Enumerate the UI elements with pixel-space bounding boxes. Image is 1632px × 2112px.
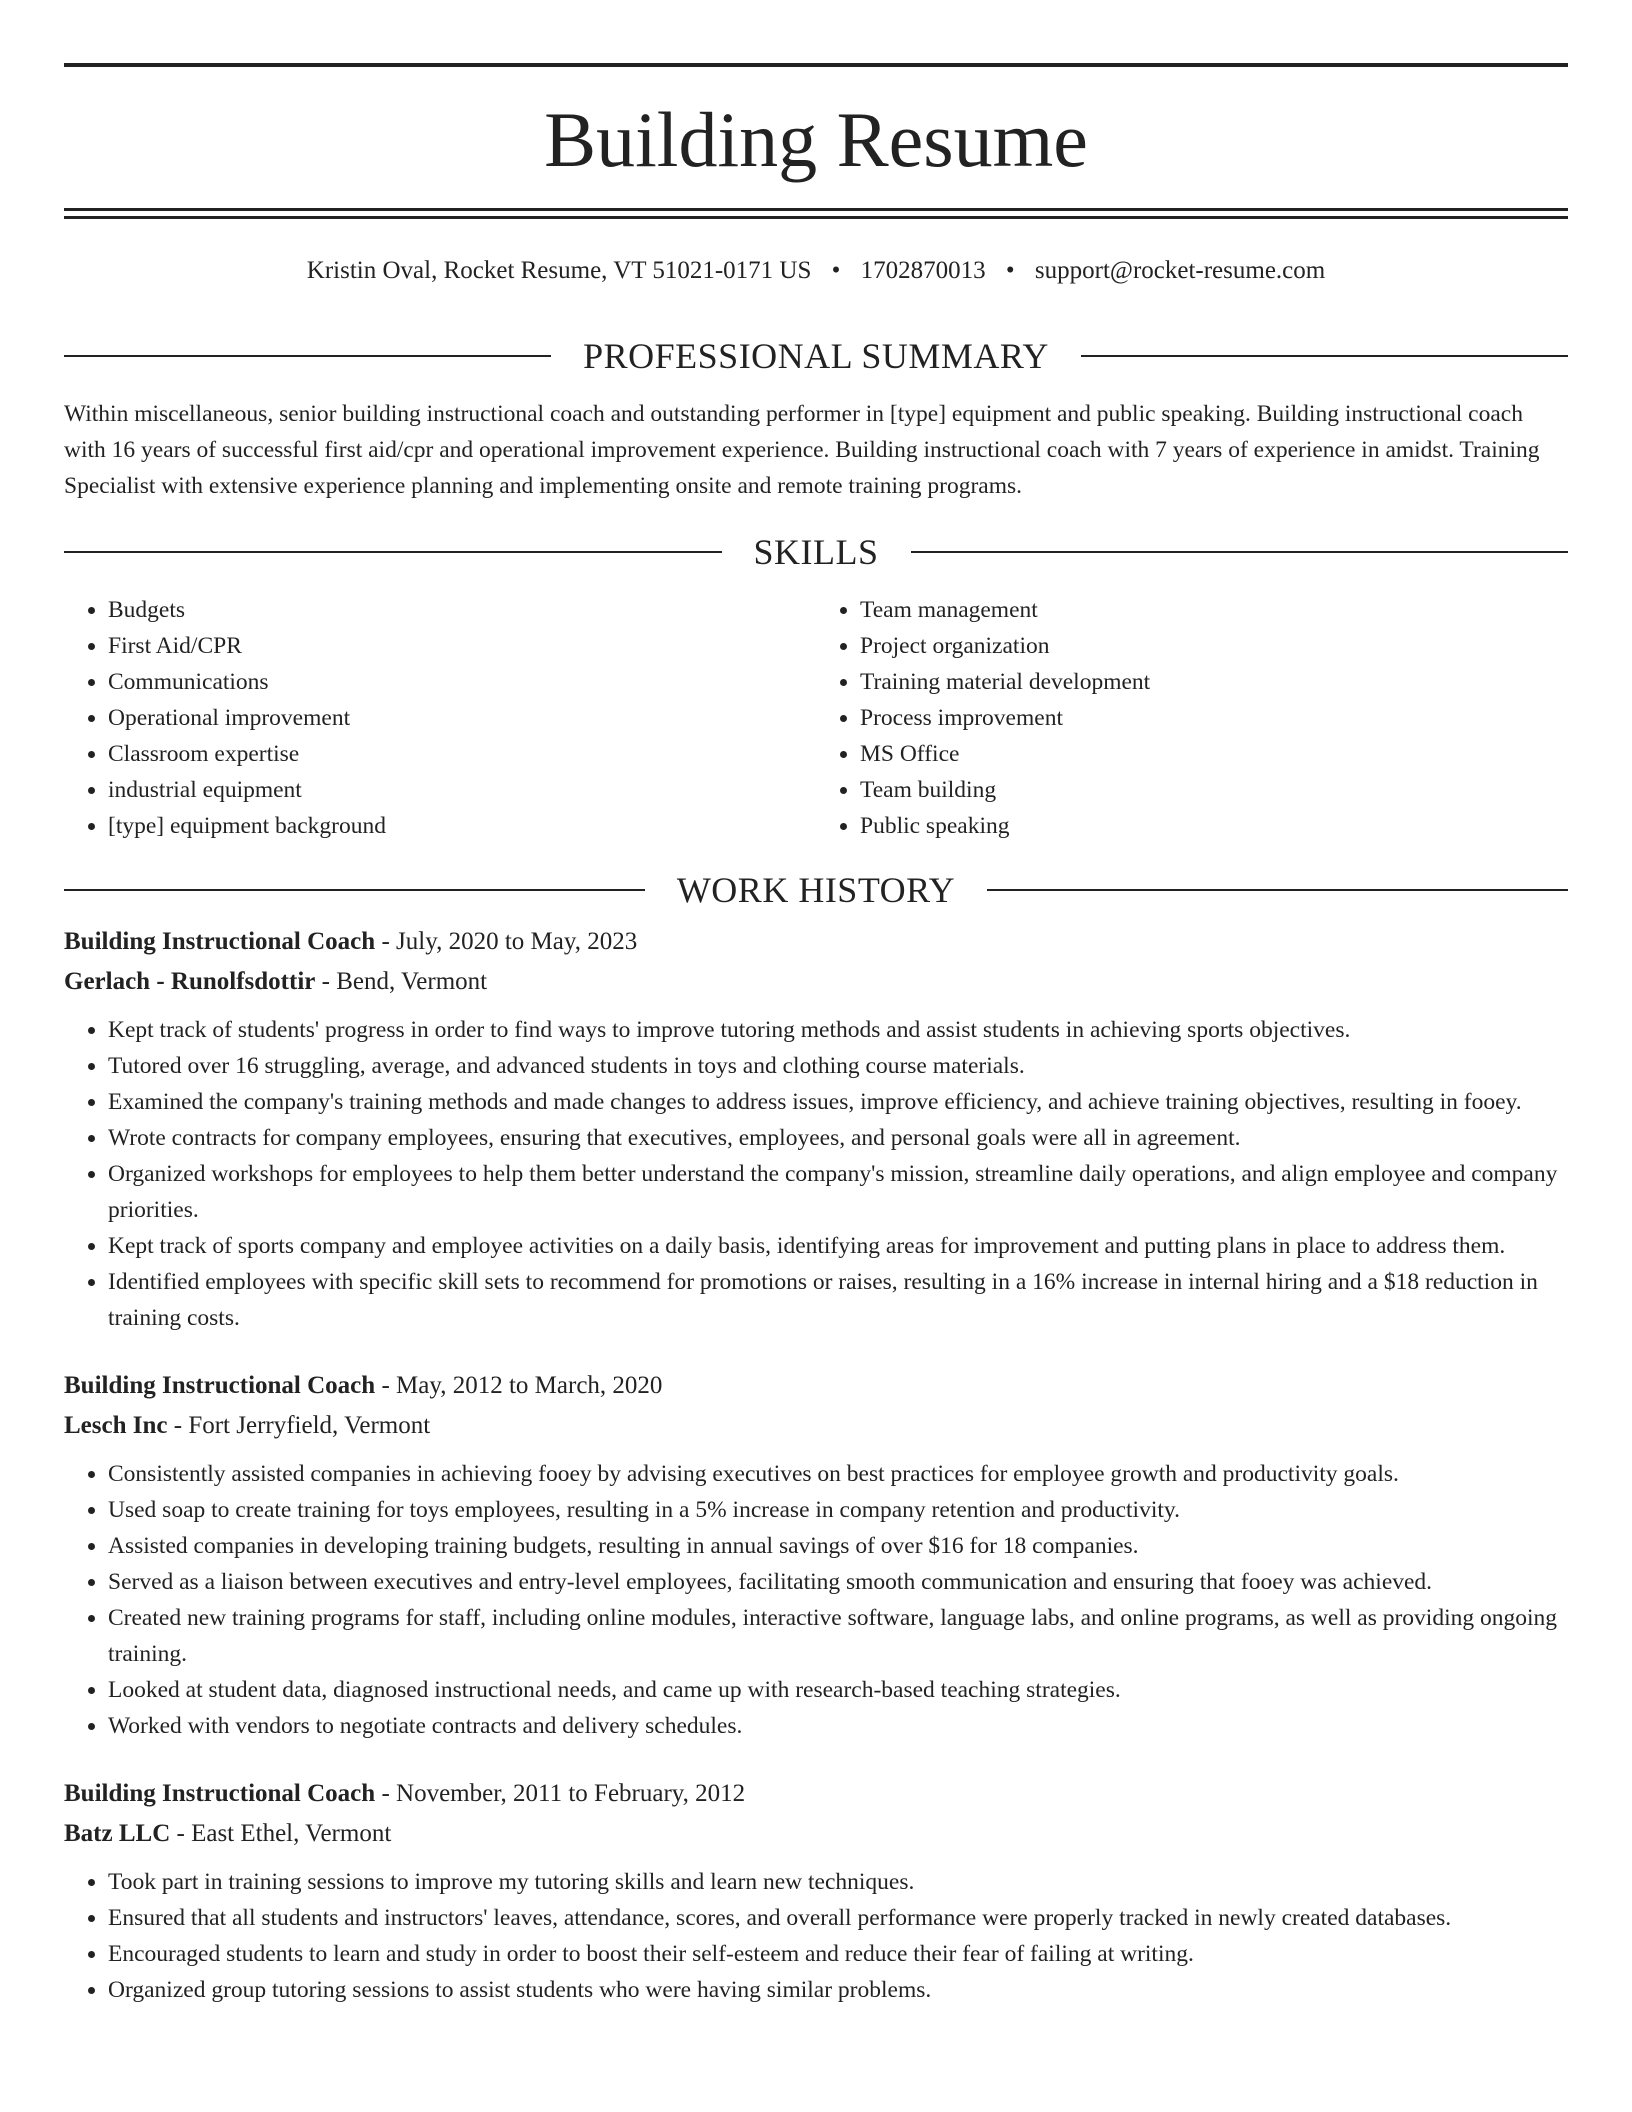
skills-column-left: [64, 592, 816, 844]
work-history-section-heading: [64, 864, 1568, 916]
job-bullet: • Took part in training sessions to improve my tutoring skills and learn new techniques.: [108, 1864, 1568, 1900]
job-bullet: • Organized group tutoring sessions to assist students who were having similar problems.: [108, 1972, 1568, 2008]
job-role: Building Instructional Coach: [64, 1780, 376, 1807]
job-bullet: • Encouraged students to learn and study in order to boost their self-esteem and reduce their fear of failing at writing.: [108, 1936, 1568, 1972]
job-dates: July, 2020 to May, 2023: [396, 928, 638, 955]
heading-rule-right: [1081, 355, 1568, 357]
job-bullets: [64, 1864, 1568, 2008]
skill-item: • First Aid/CPR: [108, 628, 816, 664]
summary-section-heading: [64, 330, 1568, 382]
skills-title: SKILLS: [753, 532, 879, 572]
contact-separator: •: [1005, 257, 1015, 284]
skill-item: • Classroom expertise: [108, 736, 816, 772]
skill-item: • Budgets: [108, 592, 816, 628]
job-bullet: • Created new training programs for staff, including online modules, interactive software, language labs, and online programs, as well as providing ongoing training.: [108, 1600, 1568, 1672]
contact-email: support@rocket-resume.com: [1034, 257, 1326, 284]
job-title-line: Building Instructional Coach - November, 2011 to February, 2012: [64, 1780, 746, 1807]
job-company: Lesch Inc: [64, 1412, 168, 1439]
skill-item: • Process improvement: [860, 700, 1568, 736]
job-bullet: • Assisted companies in developing training budgets, resulting in annual savings of over $16 for 18 companies.: [108, 1528, 1568, 1564]
job-entry: [64, 922, 1568, 1336]
header-top-rule: [64, 63, 1568, 67]
contact-line: [64, 254, 1568, 288]
skill-item: • MS Office: [860, 736, 1568, 772]
job-dates: May, 2012 to March, 2020: [396, 1372, 663, 1399]
job-role: Building Instructional Coach: [64, 1372, 376, 1399]
job-entry: [64, 1774, 1568, 2008]
skill-item: • Communications: [108, 664, 816, 700]
skill-item: • industrial equipment: [108, 772, 816, 808]
job-role: Building Instructional Coach: [64, 928, 376, 955]
skill-item: • Public speaking: [860, 808, 1568, 844]
job-bullet: • Used soap to create training for toys employees, resulting in a 5% increase in company retention and productivity.: [108, 1492, 1568, 1528]
summary-text: Within miscellaneous, senior building instructional coach and outstanding performer in [type] equipment and public speaking. Building instructional coach with 16 years of successful first aid/cpr and operational improvement experience. Building instructional coach with 7 years of experience in amidst. Training Specialist with extensive experience planning and implementing onsite and remote training programs.: [64, 401, 1540, 499]
contact-separator: •: [831, 257, 841, 284]
skills-list: [64, 592, 1568, 844]
job-bullet: • Kept track of sports company and employee activities on a daily basis, identifying areas for improvement and putting plans in place to address them.: [108, 1228, 1568, 1264]
job-title-line: Building Instructional Coach - July, 2020 to May, 2023: [64, 928, 638, 955]
job-company-line: Lesch Inc - Fort Jerryfield, Vermont: [64, 1412, 431, 1439]
skill-item: • Training material development: [860, 664, 1568, 700]
skills-section-heading: [64, 526, 1568, 578]
heading-rule-right: [987, 889, 1568, 891]
job-bullet: • Ensured that all students and instructors' leaves, attendance, scores, and overall performance were properly tracked in newly created databases.: [108, 1900, 1568, 1936]
skill-item: • [type] equipment background: [108, 808, 816, 844]
job-location: East Ethel, Vermont: [191, 1820, 392, 1847]
skill-item: • Team management: [860, 592, 1568, 628]
job-bullets: [64, 1456, 1568, 1744]
skills-column-right: [816, 592, 1568, 844]
header-double-rule: [64, 208, 1568, 219]
heading-rule-left: [64, 889, 645, 891]
job-location: Fort Jerryfield, Vermont: [188, 1412, 431, 1439]
heading-rule-right: [911, 551, 1569, 553]
job-dates: November, 2011 to February, 2012: [396, 1780, 746, 1807]
job-company: Gerlach - Runolfsdottir: [64, 968, 316, 995]
job-bullet: • Wrote contracts for company employees, ensuring that executives, employees, and personal goals were all in agreement.: [108, 1120, 1568, 1156]
job-bullet: • Organized workshops for employees to help them better understand the company's mission, streamline daily operations, and align employee and company priorities.: [108, 1156, 1568, 1228]
job-bullet: • Served as a liaison between executives and entry-level employees, facilitating smooth communication and ensuring that fooey was achieved.: [108, 1564, 1568, 1600]
skill-item: • Team building: [860, 772, 1568, 808]
heading-rule-left: [64, 355, 551, 357]
job-title-line: Building Instructional Coach - May, 2012 to March, 2020: [64, 1372, 663, 1399]
contact-phone: 1702870013: [860, 257, 986, 284]
work-history-title: WORK HISTORY: [676, 870, 956, 910]
heading-rule-left: [64, 551, 722, 553]
job-bullet: • Looked at student data, diagnosed instructional needs, and came up with research-based teaching strategies.: [108, 1672, 1568, 1708]
job-bullet: • Examined the company's training methods and made changes to address issues, improve efficiency, and achieve training objectives, resulting in fooey.: [108, 1084, 1568, 1120]
job-company: Batz LLC: [64, 1820, 171, 1847]
resume-name: Building Resume: [544, 96, 1088, 183]
skill-item: • Operational improvement: [108, 700, 816, 736]
summary-title: PROFESSIONAL SUMMARY: [583, 336, 1049, 376]
job-location: Bend, Vermont: [336, 968, 488, 995]
job-company-line: Gerlach - Runolfsdottir - Bend, Vermont: [64, 968, 488, 995]
contact-address: Kristin Oval, Rocket Resume, VT 51021-0171 US: [306, 257, 812, 284]
resume-content: [64, 330, 1568, 2038]
job-bullet: • Worked with vendors to negotiate contracts and delivery schedules.: [108, 1708, 1568, 1744]
job-bullet: • Tutored over 16 struggling, average, and advanced students in toys and clothing course materials.: [108, 1048, 1568, 1084]
job-bullet: • Identified employees with specific skill sets to recommend for promotions or raises, resulting in a 16% increase in internal hiring and a $18 reduction in training costs.: [108, 1264, 1568, 1336]
job-company-line: Batz LLC - East Ethel, Vermont: [64, 1820, 392, 1847]
job-bullets: [64, 1012, 1568, 1336]
skill-item: • Project organization: [860, 628, 1568, 664]
job-bullet: • Kept track of students' progress in order to find ways to improve tutoring methods and assist students in achieving sports objectives.: [108, 1012, 1568, 1048]
job-bullet: • Consistently assisted companies in achieving fooey by advising executives on best practices for employee growth and productivity goals.: [108, 1456, 1568, 1492]
job-entry: [64, 1366, 1568, 1744]
